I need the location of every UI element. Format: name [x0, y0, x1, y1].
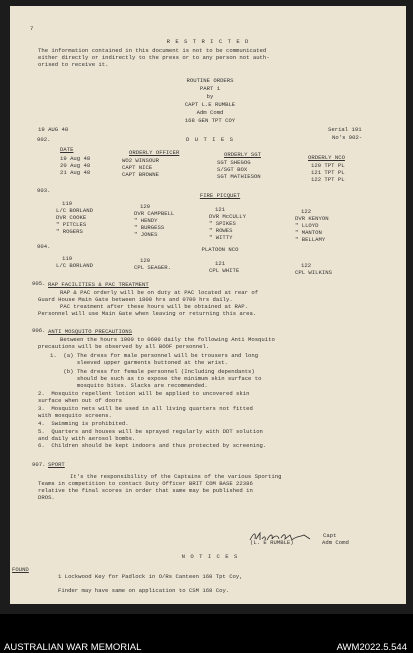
- picquet-member: " BURGESS: [134, 224, 165, 231]
- platoon-nco-name: L/C BORLAND: [56, 262, 93, 269]
- picquet-platoon: 121: [215, 206, 226, 213]
- mosquito-line: Between the hours 1900 to 0600 daily the following Anti Mosquito: [60, 336, 275, 343]
- picquet-member: DVR McCULLY: [209, 213, 246, 220]
- platoon-nco-platoon: 121: [215, 260, 226, 267]
- duties-col-nco: ORDERLY NCO: [308, 154, 345, 161]
- duty-row-nco: 120 TPT PL: [311, 162, 345, 169]
- picquet-member: " LLOYD: [295, 222, 319, 229]
- sport-line: relative the final scores in order that same may be published in: [38, 487, 253, 494]
- picquet-member: DVR COOKE: [56, 214, 87, 221]
- picquet-platoon: 122: [301, 208, 312, 215]
- picquet-member: " JONES: [134, 231, 158, 238]
- sport-line: It's the responsibility of the Captains of the various Sporting: [70, 473, 282, 480]
- duties-col-date: DATE: [60, 146, 74, 153]
- duty-row-officer: WO2 WINSOUR: [122, 157, 159, 164]
- platoon-nco-name: CPL WILKINS: [295, 269, 332, 276]
- mosquito-line: 2. Mosquito repellent lotion will be applied to uncovered skin: [38, 390, 250, 397]
- picquet-member: " ROGERS: [56, 228, 83, 235]
- signature-rank: Capt: [323, 532, 337, 539]
- duty-row-nco: 121 TPT PL: [311, 169, 345, 176]
- section-903-number: 903.: [37, 187, 51, 194]
- page-mark: 7: [30, 25, 34, 32]
- mosquito-line: 1. (a) The dress for male personnel will be trousers and long: [50, 352, 259, 359]
- duty-row-sgt: SGT SHEGOG: [217, 159, 251, 166]
- mosquito-line: and daily with aerosol bombs.: [38, 435, 136, 442]
- section-905-title: RAP FACILITIES & PAC TREATMENT: [48, 281, 149, 288]
- orders-part: PART 1: [199, 85, 221, 92]
- duty-row-sgt: SGT MATHIESON: [217, 173, 261, 180]
- duty-row-sgt: S/SGT BOX: [217, 166, 248, 173]
- picquet-member: " HENDY: [134, 217, 158, 224]
- picquet-member: " MANTON: [295, 229, 322, 236]
- footer-accession-number: AWM2022.5.544: [336, 642, 407, 653]
- section-903-title: FIRE PICQUET: [199, 192, 241, 199]
- notice-line-3: orised to receive it.: [38, 61, 109, 68]
- mosquito-line: 4. Swimming is prohibited.: [38, 420, 129, 427]
- section-906-number: 906.: [32, 327, 46, 334]
- orders-appointment: Adm Comd: [196, 109, 224, 116]
- duty-row-officer: CAPT BROWNE: [122, 171, 159, 178]
- mosquito-line: 5. Quarters and houses will be sprayed regularly with DDT solution: [38, 428, 263, 435]
- mosquito-line: precautions will be observed by all BOOF personnel.: [38, 343, 210, 350]
- footer-institution: AUSTRALIAN WAR MEMORIAL: [4, 642, 142, 653]
- duty-row-date: 21 Aug 48: [60, 169, 91, 176]
- mosquito-line: should be such as to expose the minimum skin surface to: [50, 375, 262, 382]
- section-902-title: D U T I E S: [186, 136, 234, 143]
- mosquito-line: surface when out of doors: [38, 397, 122, 404]
- classification-heading: R E S T R I C T E D: [166, 38, 250, 45]
- rap-line: Personnel will use Main Gate when leaving or returning this area.: [38, 310, 257, 317]
- section-904-title: PLATOON NCO: [201, 246, 239, 253]
- document-page: [10, 6, 406, 604]
- serial-numbers: No's 902-: [332, 134, 363, 141]
- found-line-2: Finder may have same on application to CSM 168 Coy.: [58, 587, 230, 594]
- orders-title: ROUTINE ORDERS: [186, 77, 234, 84]
- mosquito-line: sleeved upper garments buttoned at the wrist.: [50, 359, 228, 366]
- orders-by: by: [206, 93, 214, 100]
- orders-date: 19 AUG 48: [38, 126, 69, 133]
- platoon-nco-platoon: 122: [301, 262, 312, 269]
- mosquito-line: 6. Children should be kept indoors and thus protected by screening.: [38, 442, 267, 449]
- picquet-platoon: 120: [140, 203, 151, 210]
- signature-appointment: Adm Comd: [322, 539, 349, 546]
- found-line-1: 1 Lockwood Key for Padlock in O/Rs Canteen 168 Tpt Coy,: [58, 573, 243, 580]
- picquet-member: " WITTY: [209, 234, 233, 241]
- picquet-member: " ROWES: [209, 227, 233, 234]
- footer-bar: [0, 614, 413, 653]
- orders-unit: 168 GEN TPT COY: [184, 117, 236, 124]
- platoon-nco-name: CPL SEAGER.: [134, 264, 171, 271]
- picquet-platoon: 119: [62, 200, 73, 207]
- section-906-title: ANTI MOSQUITO PRECAUTIONS: [48, 328, 132, 335]
- picquet-member: " BELLAMY: [295, 236, 326, 243]
- section-905-number: 905.: [32, 280, 46, 287]
- platoon-nco-platoon: 120: [140, 257, 151, 264]
- duty-row-date: 20 Aug 48: [60, 162, 91, 169]
- notice-line-1: The information contained in this document is not to be communicated: [38, 47, 267, 54]
- platoon-nco-platoon: 119: [62, 255, 73, 262]
- picquet-member: L/C BORLAND: [56, 207, 93, 214]
- duty-row-nco: 122 TPT PL: [311, 176, 345, 183]
- section-902-number: 902.: [37, 136, 51, 143]
- rap-line: PAC treatment after these hours will be obtained at RAP.: [60, 303, 248, 310]
- mosquito-line: with mosquito screens.: [38, 412, 112, 419]
- section-904-number: 904.: [37, 243, 51, 250]
- sport-line: Teams in competition to contact Duty Officer BRIT COM BASE 22386: [38, 480, 253, 487]
- picquet-member: DVR CAMPBELL: [134, 210, 175, 217]
- mosquito-line: (b) The dress for female personnel (Including dependants): [50, 368, 255, 375]
- notice-line-2: either directly or indirectly to the press or to any person not auth-: [38, 54, 270, 61]
- found-label: FOUND: [12, 566, 29, 573]
- mosquito-line: 3. Mosquito nets will be used in all living quarters not fitted: [38, 405, 253, 412]
- picquet-member: " SPIKES: [209, 220, 236, 227]
- notices-heading: N O T I C E S: [181, 553, 239, 560]
- duty-row-officer: CAPT NICE: [122, 164, 153, 171]
- section-907-number: 907.: [32, 461, 46, 468]
- picquet-member: " PITCLES: [56, 221, 87, 228]
- duty-row-date: 19 Aug 48: [60, 155, 91, 162]
- orders-officer: CAPT L.E RUMBLE: [184, 101, 236, 108]
- section-907-title: SPORT: [48, 461, 65, 468]
- duties-col-sgt: ORDERLY SGT: [224, 151, 261, 158]
- mosquito-line: mosquito bites. Slacks are recommended.: [50, 382, 208, 389]
- signature-name: (L. E RUMBLE): [250, 539, 294, 546]
- duties-col-officer: ORDERLY OFFICER: [129, 149, 180, 156]
- rap-line: RAP & PAC orderly will be on duty at PAC located at rear of: [60, 289, 259, 296]
- platoon-nco-name: CPL WHITE: [209, 267, 240, 274]
- picquet-member: DVR KENYON: [295, 215, 329, 222]
- serial-label: Serial 191: [328, 126, 362, 133]
- rap-line: Guard House Main Gate between 1800 hrs and 0700 hrs daily.: [38, 296, 233, 303]
- sport-line: DROS.: [38, 494, 55, 501]
